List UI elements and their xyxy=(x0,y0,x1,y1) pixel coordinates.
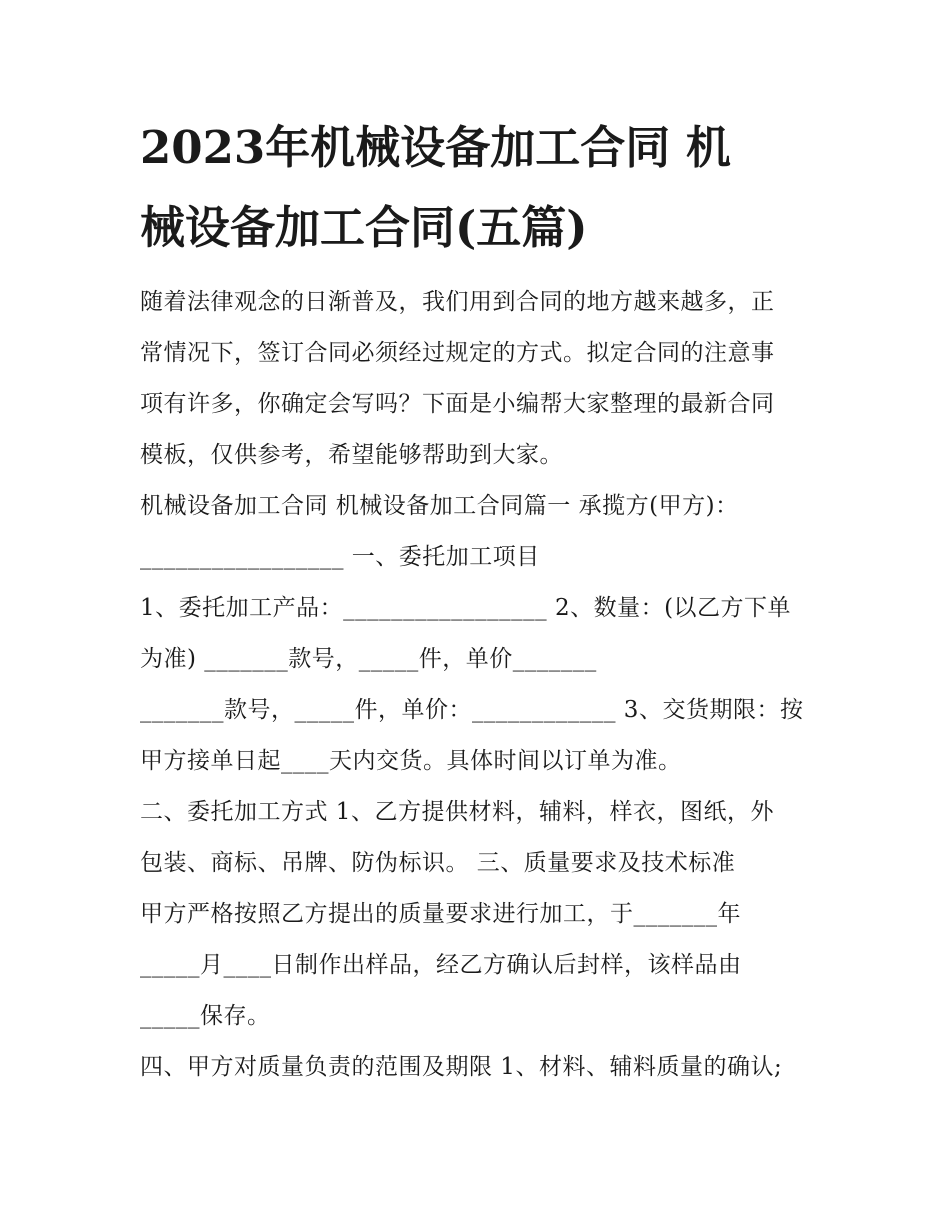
body-line-4: 模板，仅供参考，希望能够帮助到大家。 xyxy=(140,442,563,468)
body-line-2: 常情况下，签订合同必须经过规定的方式。拟定合同的注意事 xyxy=(140,340,775,366)
body-line-1: 随着法律观念的日渐普及，我们用到合同的地方越来越多，正 xyxy=(140,289,775,315)
body-line-13: 甲方严格按照乙方提出的质量要求进行加工，于_______年 xyxy=(140,901,741,927)
body-line-11: 二、委托加工方式 1、乙方提供材料，辅料，样衣，图纸，外 xyxy=(140,799,774,825)
document-title-line-2: 械设备加工合同(五篇) xyxy=(140,201,588,254)
body-line-10: 甲方接单日起____天内交货。具体时间以订单为准。 xyxy=(140,748,682,774)
document-title-line-1: 2023年机械设备加工合同 机 xyxy=(140,121,731,174)
body-line-16: 四、甲方对质量负责的范围及期限 1、材料、辅料质量的确认; xyxy=(140,1054,783,1080)
body-line-15: _____保存。 xyxy=(140,1003,271,1029)
body-line-7: 1、委托加工产品：_________________ 2、数量：(以乙方下单 xyxy=(140,595,792,621)
body-line-14: _____月____日制作出样品，经乙方确认后封样，该样品由 xyxy=(140,952,742,978)
body-line-3: 项有许多，你确定会写吗？下面是小编帮大家整理的最新合同 xyxy=(140,391,775,417)
body-line-9: _______款号，_____件，单价：____________ 3、交货期限：按 xyxy=(140,697,804,723)
body-line-5: 机械设备加工合同 机械设备加工合同篇一 承揽方(甲方)： xyxy=(140,493,739,519)
body-line-12: 包装、商标、吊牌、防伪标识。 三、质量要求及技术标准 xyxy=(140,850,736,876)
body-line-8: 为准) _______款号，_____件，单价_______ xyxy=(140,646,597,672)
body-line-6: _________________ 一、委托加工项目 xyxy=(140,544,540,570)
